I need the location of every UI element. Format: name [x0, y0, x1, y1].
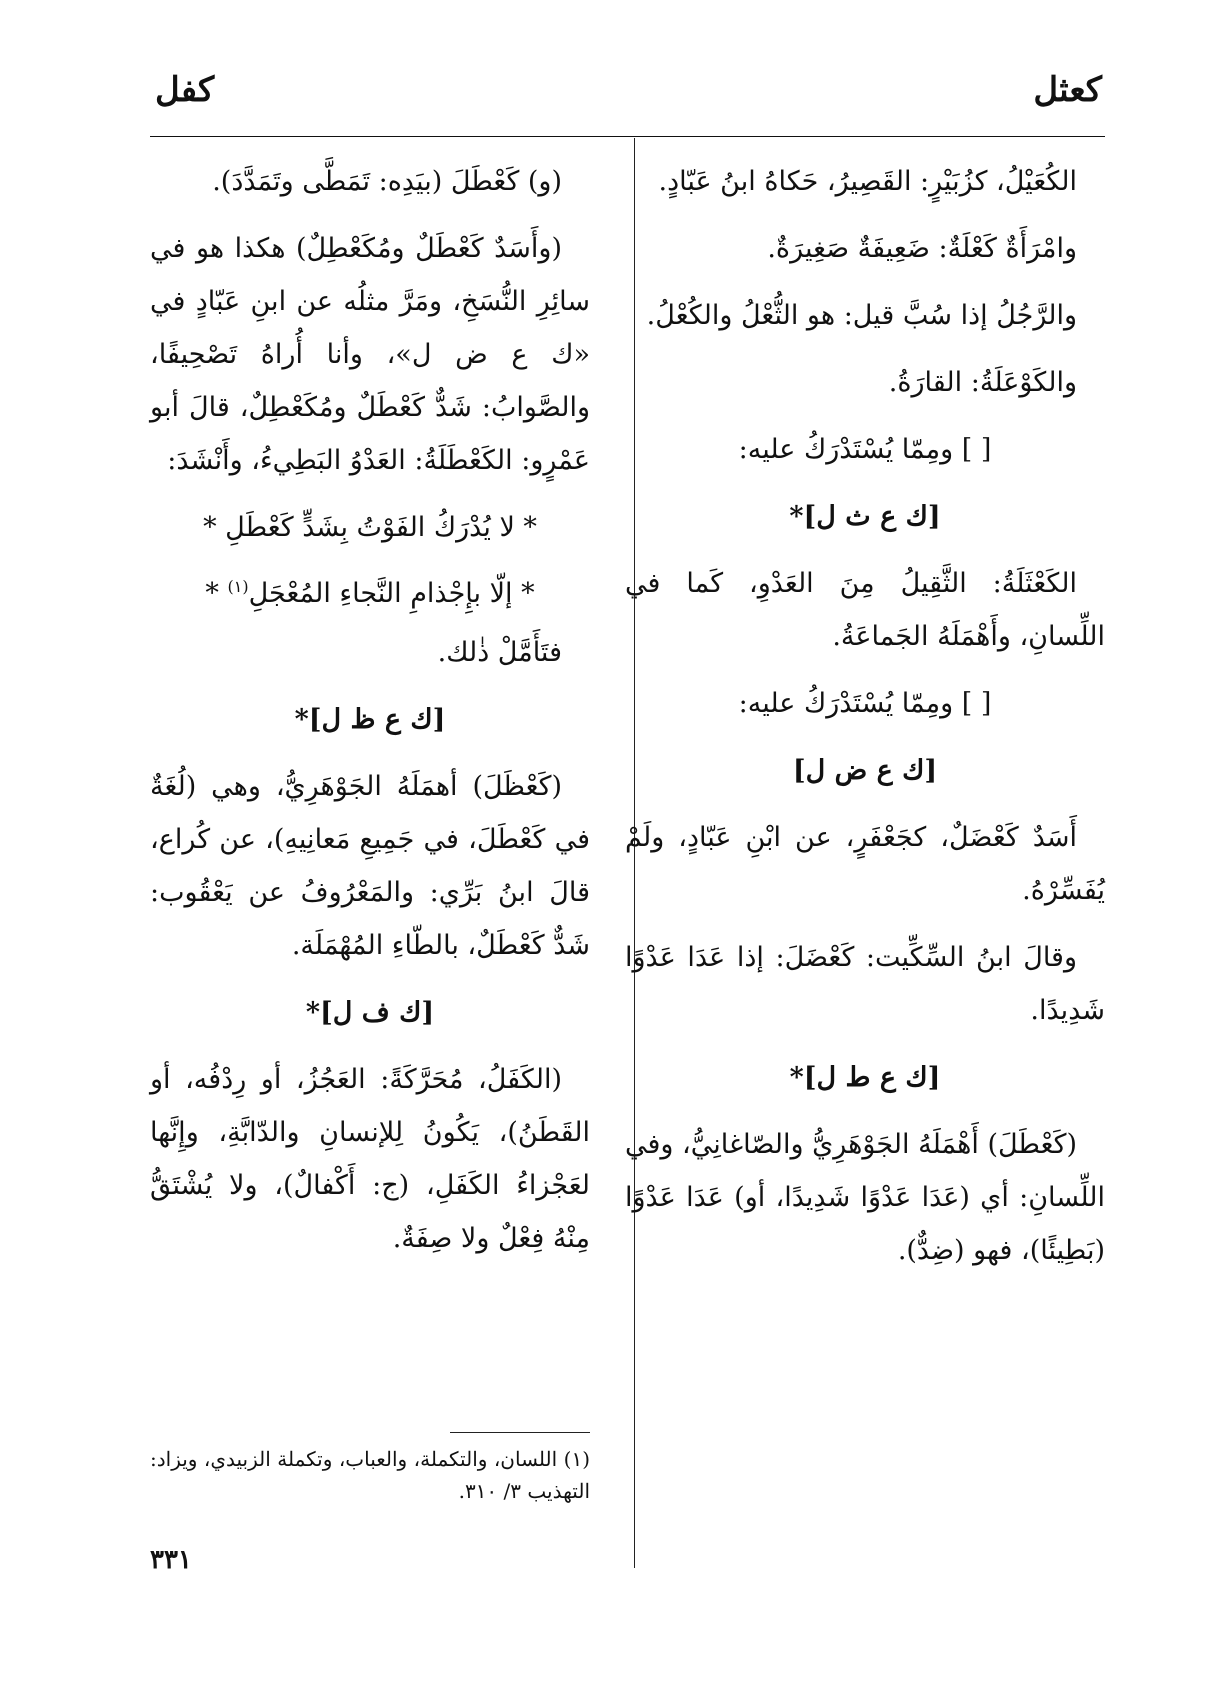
entry-heading: [ك ع ض ل]	[792, 755, 938, 786]
footnote: (١) اللسان، والتكملة، والعباب، وتكملة الزبيدي، ويزاد: التهذيب ٣/ ٣١٠.	[150, 1447, 590, 1503]
addendum-note: [ ] ومِمّا يُسْتَدْرَكُ عليه:	[738, 434, 992, 465]
paragraph: فتَأَمَّلْ ذٰلك.	[437, 637, 562, 668]
right-column	[625, 155, 1105, 1291]
verse-line: * لا يُدْرَكُ الفَوْتُ بِشَدٍّ كَعْطَلِ *	[203, 512, 537, 543]
paragraph: والرَّجُلُ إذا سُبَّ قيل: هو الثُّعْلُ والكُعْلُ.	[646, 300, 1077, 331]
running-header-left: كفل	[155, 70, 215, 110]
paragraph: الكُعَيْلُ، كزُبَيْرٍ: القَصِيرُ، حَكاهُ ابنُ عَبّادٍ.	[658, 166, 1077, 197]
paragraph: وقالَ ابنُ السِّكِّيت: كَعْضَلَ: إذا عَدَا عَدْوًا شَدِيدًا.	[625, 942, 1105, 1026]
running-header-right: كعثل	[1033, 70, 1102, 110]
verse-text: * إلّا بإِجْذامِ النَّجاءِ المُعْجَلِ	[248, 578, 535, 609]
left-column	[150, 155, 590, 1279]
paragraph: (وأَسَدٌ كَعْطَلٌ ومُكَعْطِلٌ) هكذا هو في سائِرِ النُّسَخِ، ومَرَّ مثلُه عن ابنِ عَبّادٍ في «ك ع ض ل»، وأنا أُراهُ تَصْحِيفًا، والصَّوابُ: شَدٌّ كَعْطَلٌ ومُكَعْطِلٌ، قالَ أبو عَمْرٍو: الكَعْطَلَةُ: العَدْوُ البَطِيءُ، وأَنْشَدَ:	[150, 233, 590, 476]
paragraph: (كَعْظَلَ) أهمَلَهُ الجَوْهَرِيُّ، وهي (لُغَةٌ في كَعْطَلَ، في جَمِيعِ مَعانِيهِ)، عن كُراع، قالَ ابنُ بَرِّي: والمَعْرُوفُ عن يَعْقُوب: شَدٌّ كَعْطَلٌ، بالطّاءِ المُهْمَلَة.	[150, 771, 590, 961]
addendum-note: [ ] ومِمّا يُسْتَدْرَكُ عليه:	[738, 688, 992, 719]
paragraph: الكَعْثَلَةُ: الثَّقِيلُ مِنَ العَدْوِ، كَما في اللِّسانِ، وأَهْمَلَهُ الجَماعَةُ.	[625, 568, 1105, 652]
paragraph: والكَوْعَلَةُ: القارَةُ.	[888, 367, 1077, 398]
entry-heading: [ك ع ظ ل]*	[294, 704, 446, 735]
header-rule	[150, 136, 1105, 137]
verse-end: *	[205, 578, 228, 609]
entry-heading: [ك ع ث ل]*	[789, 501, 941, 532]
verse-line	[150, 560, 590, 620]
paragraph: (كَعْطَلَ) أَهْمَلَهُ الجَوْهَرِيُّ والصّاغانِيُّ، وفي اللِّسانِ: أي (عَدَا عَدْوًا شَدِيدًا، أو) عَدَا عَدْوًا (بَطِيئًا)، فهو (ضِدٌّ).	[625, 1129, 1105, 1266]
entry-heading: [ك ع ط ل]*	[789, 1062, 941, 1093]
paragraph: (الكَفَلُ، مُحَرَّكَةً: العَجُزُ، أو رِدْفُه، أو القَطَنُ)، يَكُونُ لِلإنسانِ والدّابَّةِ، وإِنَّها لعَجْزاءُ الكَفَلِ، (ج: أَكْفالٌ)، ولا يُشْتَقُّ مِنْهُ فِعْلٌ ولا صِفَةٌ.	[150, 1064, 590, 1254]
footnote-rule	[450, 1432, 590, 1433]
paragraph: (و) كَعْطَلَ (بيَدِه: تَمَطَّى وتَمَدَّدَ).	[212, 166, 562, 197]
paragraph: أَسَدٌ كَعْضَلٌ، كجَعْفَرٍ، عن ابْنِ عَبّادٍ، ولَمْ يُفَسِّرْهُ.	[625, 822, 1105, 906]
page-number: ٣٣١	[150, 1545, 192, 1575]
entry-heading: [ك ف ل]*	[305, 997, 435, 1028]
footnote-ref: (١)	[227, 577, 249, 596]
paragraph: وامْرَأَةٌ كَعْلَةٌ: ضَعِيفَةٌ صَغِيرَةٌ.	[767, 233, 1077, 264]
